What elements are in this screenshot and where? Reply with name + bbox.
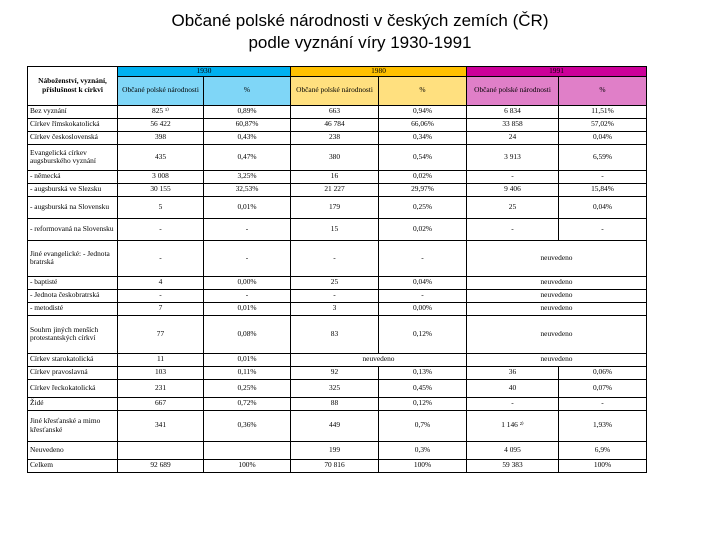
row-label: Celkem xyxy=(28,459,118,472)
table-row xyxy=(28,105,647,118)
header-first-col: Náboženství, vyznání, příslušnost k církvi xyxy=(28,67,118,106)
percent-cell: 0,25% xyxy=(379,196,467,218)
row-label: Církev řeckokatolická xyxy=(28,379,118,397)
count-cell: 30 155 xyxy=(118,183,204,196)
percent-cell: 0,07% xyxy=(559,379,647,397)
count-cell: 3 xyxy=(291,302,379,315)
table-row xyxy=(28,118,647,131)
percent-cell: 29,97% xyxy=(379,183,467,196)
percent-cell: 0,13% xyxy=(379,366,467,379)
percent-cell: 0,45% xyxy=(379,379,467,397)
table-row xyxy=(28,353,647,366)
percent-cell: 0,7% xyxy=(379,410,467,441)
percent-cell: - xyxy=(559,397,647,410)
row-label: Církev pravoslavná xyxy=(28,366,118,379)
header-year-1991: 1991 xyxy=(467,67,647,77)
header-pct-1991: % xyxy=(559,76,647,105)
percent-cell: 60,87% xyxy=(204,118,291,131)
percent-cell: 0,12% xyxy=(379,397,467,410)
percent-cell: 0,36% xyxy=(204,410,291,441)
percent-cell: 0,25% xyxy=(204,379,291,397)
percent-cell: 32,53% xyxy=(204,183,291,196)
header-pct-1980: % xyxy=(379,76,467,105)
percent-cell: 0,94% xyxy=(379,105,467,118)
table-row xyxy=(28,410,647,441)
percent-cell: 0,72% xyxy=(204,397,291,410)
percent-cell: - xyxy=(559,218,647,240)
table-row xyxy=(28,289,647,302)
percent-cell: - xyxy=(204,289,291,302)
count-cell: - xyxy=(467,170,559,183)
count-cell: 25 xyxy=(291,276,379,289)
row-label: Církev československá xyxy=(28,131,118,144)
header-count-1930: Občané polské národnosti xyxy=(118,76,204,105)
header-year-1930: 1930 xyxy=(118,67,291,77)
row-label: Jiné evangelické: - Jednota bratrská xyxy=(28,240,118,276)
row-label: Evangelická církev augsburského vyznání xyxy=(28,144,118,170)
table-row xyxy=(28,240,647,276)
percent-cell: 100% xyxy=(379,459,467,472)
table-row xyxy=(28,144,647,170)
count-cell xyxy=(118,441,204,459)
table-row xyxy=(28,441,647,459)
table-row xyxy=(28,379,647,397)
percent-cell: - xyxy=(379,289,467,302)
header-year-1980: 1980 xyxy=(291,67,467,77)
percent-cell: - xyxy=(204,240,291,276)
row-label: Bez vyznání xyxy=(28,105,118,118)
percent-cell: 0,02% xyxy=(379,218,467,240)
table-row xyxy=(28,366,647,379)
count-cell: 325 xyxy=(291,379,379,397)
row-label: - reformovaná na Slovensku xyxy=(28,218,118,240)
count-cell: - xyxy=(291,289,379,302)
count-cell: 56 422 xyxy=(118,118,204,131)
percent-cell: - xyxy=(559,170,647,183)
percent-cell: 0,47% xyxy=(204,144,291,170)
count-cell: 25 xyxy=(467,196,559,218)
count-cell: 7 xyxy=(118,302,204,315)
percent-cell: 0,89% xyxy=(204,105,291,118)
count-cell: - xyxy=(467,397,559,410)
merged-value-cell: neuvedeno xyxy=(467,315,647,353)
percent-cell: 0,00% xyxy=(204,276,291,289)
count-cell: 6 834 xyxy=(467,105,559,118)
table-row xyxy=(28,183,647,196)
count-cell: 3 913 xyxy=(467,144,559,170)
percent-cell: 0,01% xyxy=(204,302,291,315)
table-row xyxy=(28,218,647,240)
count-cell: - xyxy=(467,218,559,240)
count-cell: 40 xyxy=(467,379,559,397)
table-row xyxy=(28,315,647,353)
percent-cell: 6,59% xyxy=(559,144,647,170)
percent-cell: 100% xyxy=(204,459,291,472)
percent-cell: 0,04% xyxy=(559,131,647,144)
row-label: - augsburská na Slovensku xyxy=(28,196,118,218)
percent-cell: 3,25% xyxy=(204,170,291,183)
merged-value-cell: neuvedeno xyxy=(291,353,467,366)
count-cell: 92 689 xyxy=(118,459,204,472)
count-cell: 103 xyxy=(118,366,204,379)
percent-cell: 1,93% xyxy=(559,410,647,441)
count-cell: 3 008 xyxy=(118,170,204,183)
percent-cell: 0,00% xyxy=(379,302,467,315)
count-cell: 199 xyxy=(291,441,379,459)
percent-cell: 0,02% xyxy=(379,170,467,183)
count-cell: 435 xyxy=(118,144,204,170)
count-cell: 46 784 xyxy=(291,118,379,131)
title-line-1: Občané polské národnosti v českých zemích (ČR) xyxy=(171,11,549,30)
count-cell: 663 xyxy=(291,105,379,118)
percent-cell: 0,12% xyxy=(379,315,467,353)
row-label: Židé xyxy=(28,397,118,410)
row-label: Jiné křesťanské a mimo křesťanské xyxy=(28,410,118,441)
data-table xyxy=(27,66,647,473)
merged-value-cell: neuvedeno xyxy=(467,302,647,315)
percent-cell: 15,84% xyxy=(559,183,647,196)
count-cell: 380 xyxy=(291,144,379,170)
count-cell: 1 146 ²⁾ xyxy=(467,410,559,441)
header-count-1980: Občané polské národnosti xyxy=(291,76,379,105)
percent-cell: - xyxy=(379,240,467,276)
count-cell: 21 227 xyxy=(291,183,379,196)
header-pct-1930: % xyxy=(204,76,291,105)
count-cell: - xyxy=(118,218,204,240)
count-cell: 398 xyxy=(118,131,204,144)
percent-cell: 6,9% xyxy=(559,441,647,459)
percent-cell: 0,04% xyxy=(559,196,647,218)
table-row xyxy=(28,131,647,144)
merged-value-cell: neuvedeno xyxy=(467,276,647,289)
merged-value-cell: neuvedeno xyxy=(467,289,647,302)
count-cell: 341 xyxy=(118,410,204,441)
count-cell: 15 xyxy=(291,218,379,240)
count-cell: 70 816 xyxy=(291,459,379,472)
header-count-1991: Občané polské národnosti xyxy=(467,76,559,105)
percent-cell: 0,06% xyxy=(559,366,647,379)
percent-cell: 100% xyxy=(559,459,647,472)
row-label: Souhrn jiných menších protestantských církví xyxy=(28,315,118,353)
count-cell: 77 xyxy=(118,315,204,353)
percent-cell: 66,06% xyxy=(379,118,467,131)
row-label: - Jednota českobratrská xyxy=(28,289,118,302)
merged-value-cell: neuvedeno xyxy=(467,240,647,276)
count-cell: 24 xyxy=(467,131,559,144)
count-cell: 92 xyxy=(291,366,379,379)
percent-cell: 0,04% xyxy=(379,276,467,289)
title-line-2: podle vyznání víry 1930-1991 xyxy=(248,33,472,52)
count-cell: 83 xyxy=(291,315,379,353)
count-cell: 33 858 xyxy=(467,118,559,131)
percent-cell xyxy=(204,441,291,459)
page-title xyxy=(0,10,720,54)
count-cell: 238 xyxy=(291,131,379,144)
count-cell: 5 xyxy=(118,196,204,218)
merged-value-cell: neuvedeno xyxy=(467,353,647,366)
percent-cell: 0,08% xyxy=(204,315,291,353)
row-label: - metodisté xyxy=(28,302,118,315)
percent-cell: 0,3% xyxy=(379,441,467,459)
row-label: Církev starokatolická xyxy=(28,353,118,366)
count-cell: 36 xyxy=(467,366,559,379)
row-label: Neuvedeno xyxy=(28,441,118,459)
percent-cell: 0,01% xyxy=(204,353,291,366)
table-row xyxy=(28,170,647,183)
percent-cell: 0,54% xyxy=(379,144,467,170)
percent-cell: 57,02% xyxy=(559,118,647,131)
count-cell: 667 xyxy=(118,397,204,410)
count-cell: 449 xyxy=(291,410,379,441)
percent-cell: 0,34% xyxy=(379,131,467,144)
percent-cell: 0,11% xyxy=(204,366,291,379)
table-row xyxy=(28,397,647,410)
count-cell: 179 xyxy=(291,196,379,218)
percent-cell: 11,51% xyxy=(559,105,647,118)
count-cell: 4 095 xyxy=(467,441,559,459)
row-label: Církev římskokatolická xyxy=(28,118,118,131)
count-cell: - xyxy=(291,240,379,276)
table-row xyxy=(28,459,647,472)
count-cell: 4 xyxy=(118,276,204,289)
percent-cell: 0,43% xyxy=(204,131,291,144)
count-cell: 825 ¹⁾ xyxy=(118,105,204,118)
count-cell: 231 xyxy=(118,379,204,397)
table-row xyxy=(28,196,647,218)
count-cell: 9 406 xyxy=(467,183,559,196)
percent-cell: - xyxy=(204,218,291,240)
count-cell: 59 383 xyxy=(467,459,559,472)
row-label: - baptisté xyxy=(28,276,118,289)
percent-cell: 0,01% xyxy=(204,196,291,218)
count-cell: 88 xyxy=(291,397,379,410)
count-cell: - xyxy=(118,240,204,276)
count-cell: 16 xyxy=(291,170,379,183)
table-row xyxy=(28,276,647,289)
row-label: - augsburská ve Slezsku xyxy=(28,183,118,196)
count-cell: - xyxy=(118,289,204,302)
row-label: - německá xyxy=(28,170,118,183)
table-row xyxy=(28,302,647,315)
count-cell: 11 xyxy=(118,353,204,366)
table-body xyxy=(28,67,647,473)
